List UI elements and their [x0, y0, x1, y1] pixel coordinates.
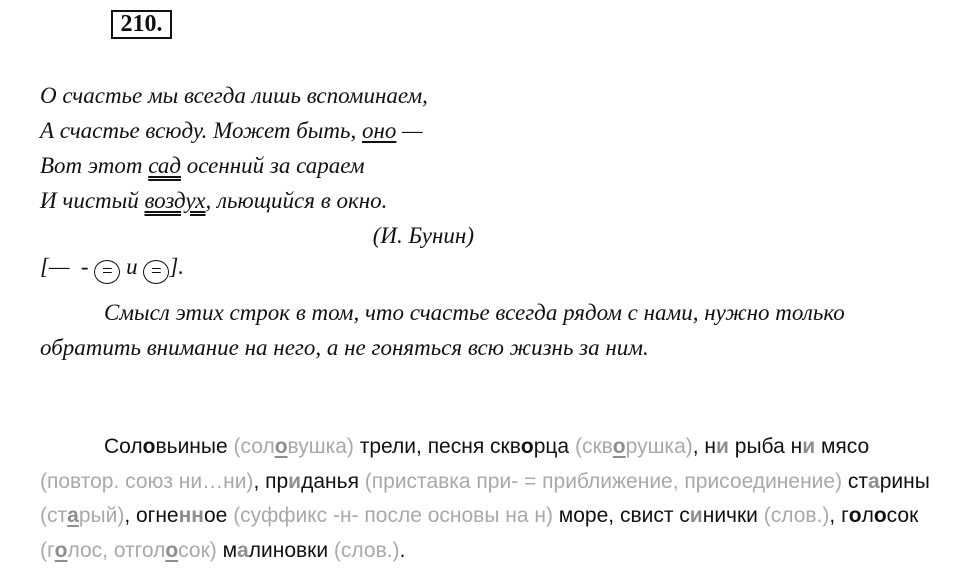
- poem-text: А счастье всюду. Может быть,: [40, 118, 362, 143]
- poem-author: (И. Бунин): [372, 223, 474, 248]
- poem-text: И чистый: [40, 188, 145, 213]
- note: (приставка при- = приближение, присоединение): [364, 469, 843, 493]
- poem-line-4: [40, 183, 500, 218]
- scheme-close: ].: [169, 254, 185, 279]
- predicate-underlined: воздух: [144, 188, 206, 213]
- poem-text: осенний за сараем: [180, 153, 365, 178]
- note: (слов.): [763, 504, 830, 527]
- text: мясо: [815, 435, 870, 458]
- text: нички: [702, 504, 764, 527]
- note-letter: о: [274, 435, 288, 458]
- predicate-oval-1: =: [94, 260, 120, 284]
- poem-line-2: [40, 113, 500, 148]
- text: рца: [533, 435, 575, 458]
- poem-line-3: [40, 148, 500, 183]
- text: , пр: [253, 469, 289, 493]
- note-letter: а: [67, 504, 79, 527]
- exercise-number: 210.: [111, 10, 172, 39]
- word-letter: и: [689, 504, 703, 527]
- word-letter: а: [237, 538, 249, 562]
- poem-text: Вот этот: [40, 153, 149, 178]
- note-text: (ст: [40, 504, 68, 527]
- word: Сол: [104, 435, 143, 458]
- note: [234, 435, 354, 458]
- note-text: (сол: [233, 435, 275, 458]
- poem-text: —: [396, 118, 423, 143]
- text: ст: [842, 469, 869, 493]
- note-text: сок): [178, 538, 217, 562]
- poem-line-1: О счастье мы всегда лишь вспоминаем,: [40, 83, 428, 108]
- paragraph-explanation: Смысл этих строк в том, что счастье всегда рядом с нами, нужно только обратить внимание на него, а не гоняться всю жизнь за ним.: [40, 300, 845, 360]
- text: л: [861, 504, 874, 527]
- text: ое: [203, 504, 234, 527]
- text: .: [399, 538, 406, 562]
- text: сок: [886, 504, 919, 527]
- predicate-oval-2: =: [143, 260, 169, 284]
- note-text: рушка): [625, 435, 693, 458]
- text: , огне: [124, 504, 179, 527]
- paragraph-spelling: [40, 430, 930, 568]
- note: [40, 504, 124, 527]
- note: (слов.): [333, 538, 400, 562]
- note-letter: о: [54, 538, 68, 562]
- word-letter: и: [288, 469, 302, 493]
- text: линовки: [248, 538, 334, 562]
- word-letter: нн: [178, 504, 204, 527]
- poem-text: , льющийся в окно.: [205, 188, 388, 213]
- word-letter: и: [802, 435, 816, 458]
- word-letter: о: [848, 504, 862, 527]
- text: море, свист с: [552, 504, 690, 527]
- note-text: рый): [78, 504, 125, 527]
- note: (повтор. союз ни…ни): [40, 469, 254, 493]
- subject-underlined: оно: [361, 118, 397, 143]
- note: [575, 435, 693, 458]
- note: [40, 539, 217, 562]
- word-letter: а: [868, 469, 880, 493]
- text: трели, песня скв: [353, 435, 521, 458]
- word-letter: о: [520, 435, 534, 458]
- text: рыба н: [728, 435, 803, 458]
- text: , г: [829, 504, 849, 527]
- note-letter: о: [165, 538, 179, 562]
- note-letter: о: [612, 435, 626, 458]
- word-letter: о: [142, 435, 156, 458]
- sentence-scheme: [40, 251, 184, 284]
- note: (суффикс -н- после основы на н): [233, 504, 553, 527]
- note-text: (скв: [574, 435, 613, 458]
- note-text: лос, отгол: [67, 538, 166, 562]
- predicate-underlined: сад: [148, 153, 181, 178]
- word: вьиные: [155, 435, 234, 458]
- scheme-and: и: [120, 254, 144, 279]
- note-text: вушка): [287, 435, 354, 458]
- text: данья: [301, 469, 365, 493]
- note-text: (г: [40, 538, 55, 562]
- text: м: [216, 538, 238, 562]
- word-letter: о: [873, 504, 887, 527]
- text: рины: [879, 469, 930, 493]
- poem: [40, 78, 500, 253]
- word-letter: и: [716, 435, 729, 458]
- scheme-open: [— -: [40, 254, 95, 279]
- text: , н: [692, 435, 717, 458]
